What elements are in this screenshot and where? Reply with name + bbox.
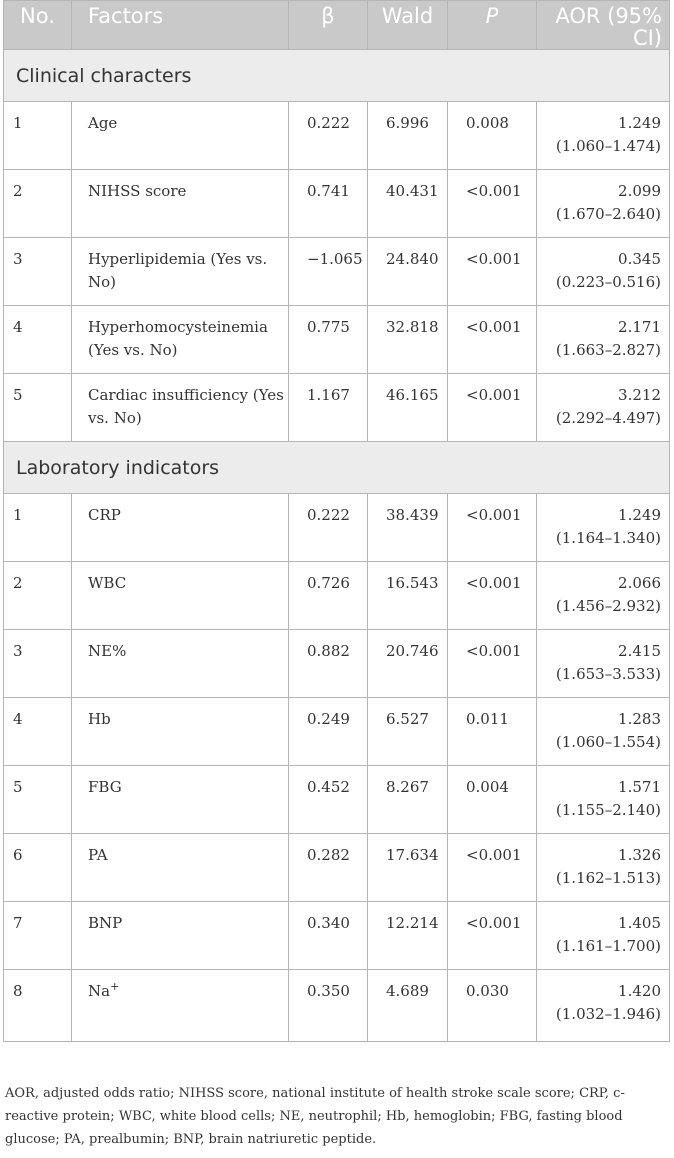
cell-wald: 20.746: [368, 630, 448, 698]
cell-p: 0.030: [448, 970, 537, 1042]
table-row: [4, 970, 670, 1042]
cell-no: 2: [4, 562, 72, 630]
table-body: [4, 50, 670, 1042]
factor-label: Hyperlipidemia (Yes vs. No): [88, 250, 268, 291]
cell-wald: 24.840: [368, 238, 448, 306]
section-title: Clinical characters: [4, 50, 670, 102]
aor-ci: (1.060–1.474): [555, 137, 661, 155]
header-no: No.: [4, 1, 72, 50]
factor-label: Na: [88, 982, 111, 1000]
table-row: [4, 306, 670, 374]
cell-factor: [72, 374, 289, 442]
table-row: [4, 834, 670, 902]
aor-value: 1.571: [618, 778, 661, 796]
table-row: [4, 766, 670, 834]
cell-no: 1: [4, 102, 72, 170]
cell-aor: [537, 970, 670, 1042]
aor-ci: (0.223–0.516): [555, 273, 661, 291]
cell-p: 0.011: [448, 698, 537, 766]
cell-wald: 17.634: [368, 834, 448, 902]
cell-p: 0.004: [448, 766, 537, 834]
header-factors: Factors: [72, 1, 289, 50]
cell-wald: 38.439: [368, 494, 448, 562]
cell-beta: 0.222: [289, 494, 368, 562]
header-aor: AOR (95% CI): [537, 1, 670, 50]
cell-wald: 6.996: [368, 102, 448, 170]
cell-aor: [537, 374, 670, 442]
aor-value: 1.249: [618, 506, 661, 524]
cell-p: <0.001: [448, 562, 537, 630]
cell-no: 4: [4, 698, 72, 766]
cell-beta: 0.726: [289, 562, 368, 630]
cell-wald: 6.527: [368, 698, 448, 766]
section-row: [4, 50, 670, 102]
table-row: [4, 902, 670, 970]
cell-beta: 0.741: [289, 170, 368, 238]
cell-p: 0.008: [448, 102, 537, 170]
table-row: [4, 102, 670, 170]
factor-label: Hyperhomocysteinemia (Yes vs. No): [88, 318, 268, 359]
cell-beta: 0.249: [289, 698, 368, 766]
cell-beta: 0.775: [289, 306, 368, 374]
aor-ci: (1.161–1.700): [555, 937, 661, 955]
factor-label: NE%: [88, 642, 127, 660]
cell-p: <0.001: [448, 170, 537, 238]
aor-value: 2.171: [618, 318, 661, 336]
cell-factor: [72, 306, 289, 374]
cell-factor: [72, 630, 289, 698]
section-title: Laboratory indicators: [4, 442, 670, 494]
cell-factor: [72, 698, 289, 766]
cell-factor: [72, 238, 289, 306]
cell-no: 6: [4, 834, 72, 902]
cell-no: 3: [4, 630, 72, 698]
cell-no: 1: [4, 494, 72, 562]
cell-beta: 0.340: [289, 902, 368, 970]
aor-ci: (1.162–1.513): [555, 869, 661, 887]
factor-label: Age: [88, 114, 118, 132]
cell-aor: [537, 306, 670, 374]
cell-factor: [72, 170, 289, 238]
cell-wald: 16.543: [368, 562, 448, 630]
cell-beta: 0.350: [289, 970, 368, 1042]
cell-beta: −1.065: [289, 238, 368, 306]
cell-p: <0.001: [448, 306, 537, 374]
aor-ci: (1.663–2.827): [555, 341, 661, 359]
table-footnote: AOR, adjusted odds ratio; NIHSS score, national institute of health stroke scale score; CRP, c-reactive protein; WBC, white blood cells; NE, neutrophil; Hb, hemoglobin; FBG, fasting blood glucose; PA, prealbumin; BNP, brain natriuretic peptide.: [5, 1086, 625, 1147]
aor-ci: (1.670–2.640): [555, 205, 661, 223]
table-row: [4, 374, 670, 442]
factor-label: BNP: [88, 914, 123, 932]
aor-value: 2.415: [618, 642, 661, 660]
aor-value: 1.326: [618, 846, 661, 864]
cell-beta: 0.282: [289, 834, 368, 902]
header-p: P: [448, 1, 537, 50]
cell-wald: 32.818: [368, 306, 448, 374]
cell-beta: 1.167: [289, 374, 368, 442]
aor-ci: (1.653–3.533): [555, 665, 661, 683]
cell-no: 5: [4, 766, 72, 834]
header-wald: Wald: [368, 1, 448, 50]
cell-aor: [537, 102, 670, 170]
cell-factor: [72, 562, 289, 630]
cell-beta: 0.452: [289, 766, 368, 834]
results-table: [3, 0, 670, 1042]
factor-label: WBC: [88, 574, 127, 592]
aor-ci: (2.292–4.497): [555, 409, 661, 427]
cell-factor: [72, 902, 289, 970]
aor-ci: (1.060–1.554): [555, 733, 661, 751]
table-row: [4, 494, 670, 562]
factor-label: NIHSS score: [88, 182, 187, 200]
cell-p: <0.001: [448, 834, 537, 902]
cell-aor: [537, 238, 670, 306]
cell-wald: 8.267: [368, 766, 448, 834]
factor-superscript: +: [110, 980, 120, 993]
cell-aor: [537, 494, 670, 562]
cell-wald: 40.431: [368, 170, 448, 238]
factor-label: FBG: [88, 778, 122, 796]
cell-factor: [72, 834, 289, 902]
table-row: [4, 698, 670, 766]
factor-label: Cardiac insufficiency (Yes vs. No): [88, 386, 284, 427]
factor-label: PA: [88, 846, 108, 864]
table-row: [4, 562, 670, 630]
header-beta: β: [289, 1, 368, 50]
cell-factor: [72, 970, 289, 1042]
aor-ci: (1.155–2.140): [555, 801, 661, 819]
cell-p: <0.001: [448, 902, 537, 970]
cell-p: <0.001: [448, 238, 537, 306]
factor-label: CRP: [88, 506, 121, 524]
cell-no: 3: [4, 238, 72, 306]
cell-p: <0.001: [448, 374, 537, 442]
aor-value: 1.405: [618, 914, 661, 932]
factor-label: Hb: [88, 710, 111, 728]
aor-value: 2.066: [618, 574, 661, 592]
cell-no: 2: [4, 170, 72, 238]
aor-ci: (1.456–2.932): [555, 597, 661, 615]
cell-aor: [537, 562, 670, 630]
cell-no: 5: [4, 374, 72, 442]
cell-wald: 46.165: [368, 374, 448, 442]
cell-aor: [537, 766, 670, 834]
cell-factor: [72, 102, 289, 170]
aor-value: 2.099: [618, 182, 661, 200]
cell-aor: [537, 902, 670, 970]
cell-no: 7: [4, 902, 72, 970]
cell-wald: 12.214: [368, 902, 448, 970]
cell-p: <0.001: [448, 630, 537, 698]
cell-factor: [72, 494, 289, 562]
aor-value: 1.420: [618, 982, 661, 1000]
cell-no: 8: [4, 970, 72, 1042]
cell-aor: [537, 170, 670, 238]
table-row: [4, 170, 670, 238]
cell-factor: [72, 766, 289, 834]
aor-value: 3.212: [618, 386, 661, 404]
aor-value: 0.345: [618, 250, 661, 268]
cell-beta: 0.882: [289, 630, 368, 698]
table-row: [4, 630, 670, 698]
cell-beta: 0.222: [289, 102, 368, 170]
cell-p: <0.001: [448, 494, 537, 562]
aor-ci: (1.164–1.340): [555, 529, 661, 547]
aor-value: 1.249: [618, 114, 661, 132]
table-row: [4, 238, 670, 306]
cell-no: 4: [4, 306, 72, 374]
cell-aor: [537, 698, 670, 766]
aor-ci: (1.032–1.946): [555, 1005, 661, 1023]
cell-wald: 4.689: [368, 970, 448, 1042]
header-row: [4, 1, 670, 50]
aor-value: 1.283: [618, 710, 661, 728]
cell-aor: [537, 834, 670, 902]
section-row: [4, 442, 670, 494]
cell-aor: [537, 630, 670, 698]
